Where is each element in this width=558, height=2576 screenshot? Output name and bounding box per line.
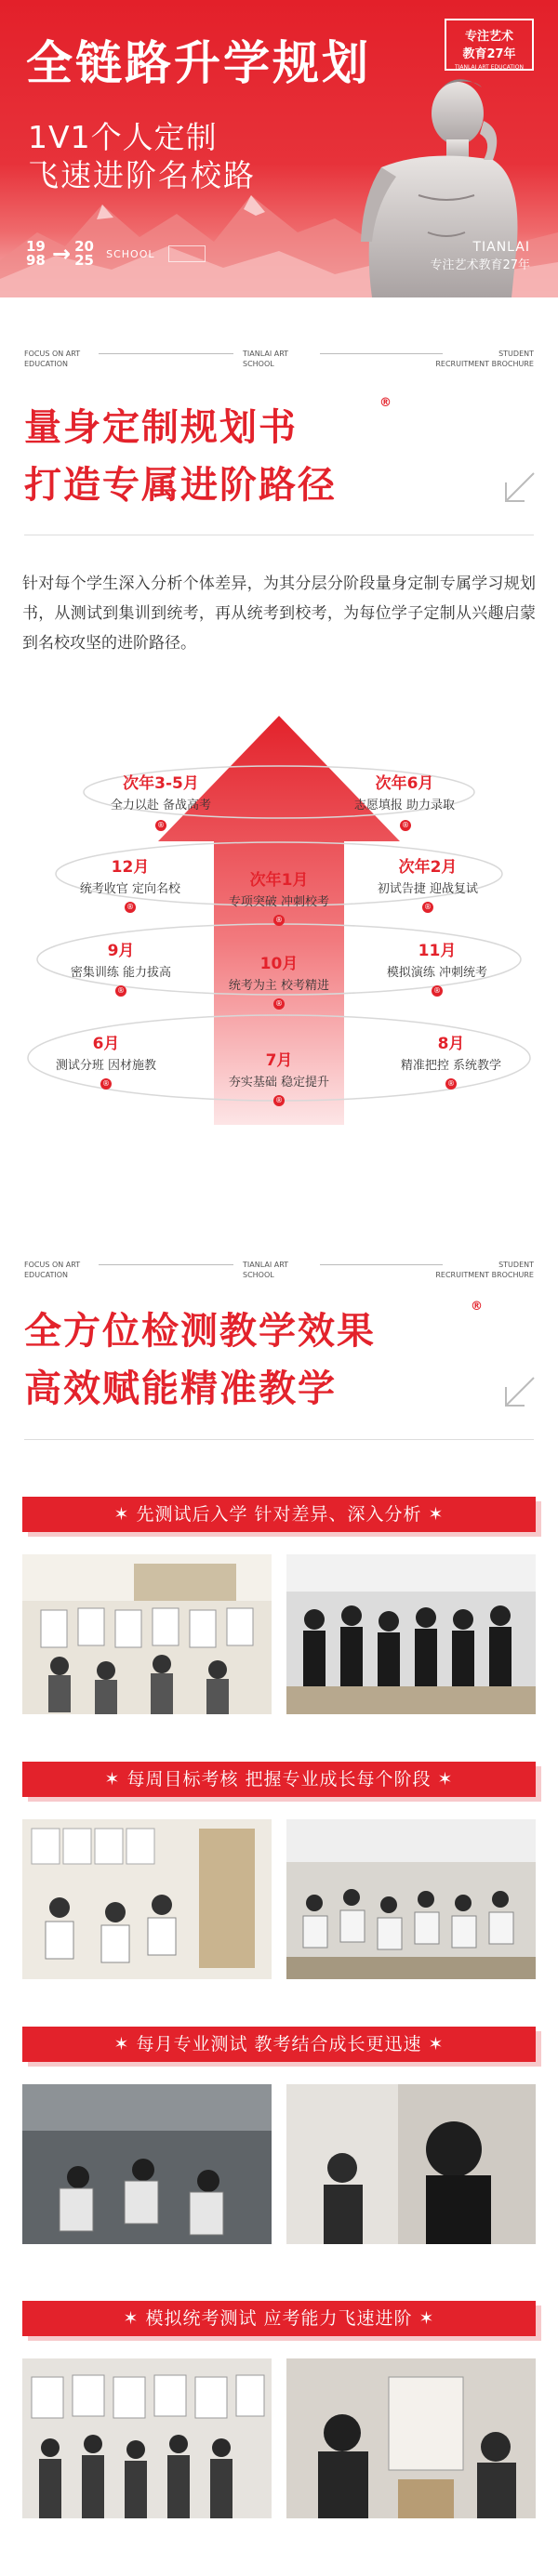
milestone-month: 次年2月 bbox=[398, 858, 458, 877]
milestone-dot: ® bbox=[433, 986, 441, 995]
milestone-dot: ® bbox=[447, 1079, 455, 1088]
classroom-photo bbox=[286, 1554, 536, 1714]
classroom-photo bbox=[22, 1554, 272, 1714]
milestone-dot: ® bbox=[102, 1079, 110, 1088]
feature-banner: ✶ 每周目标考核 把握专业成长每个阶段 ✶ bbox=[22, 1762, 536, 1797]
milestone-item bbox=[363, 937, 512, 980]
milestone-item bbox=[32, 1030, 180, 1073]
arrow-down-left-icon bbox=[500, 469, 538, 507]
mini-logo-box bbox=[168, 245, 206, 262]
badge-line-1: 专注艺术 bbox=[464, 30, 513, 44]
milestone-item bbox=[82, 770, 240, 812]
milestone-desc: 模拟演练 冲刺统考 bbox=[386, 966, 488, 980]
arrow-right-icon: → bbox=[52, 240, 72, 267]
section2-title-2: 高效赋能精准教学 bbox=[24, 1367, 337, 1410]
year-start bbox=[26, 240, 48, 268]
milestone-dot: ® bbox=[275, 916, 283, 924]
hero-brand bbox=[430, 240, 530, 272]
year-start-top: 19 bbox=[26, 238, 46, 255]
milestone-item bbox=[56, 853, 205, 896]
milestone-desc: 统考收官 定向名校 bbox=[79, 882, 181, 896]
milestone-desc: 专项突破 冲刺校考 bbox=[228, 895, 330, 909]
year-range bbox=[26, 240, 206, 268]
topline-left: FOCUS ON ART EDUCATION bbox=[24, 350, 81, 368]
hero-subtitle-2: 飞速进阶名校路 bbox=[28, 157, 256, 193]
classroom-photo bbox=[286, 1819, 536, 1979]
milestone-item bbox=[353, 853, 502, 896]
classroom-photo bbox=[22, 2084, 272, 2244]
milestone-month: 9月 bbox=[107, 942, 135, 960]
milestone-month: 次年3-5月 bbox=[123, 774, 199, 793]
year-end-top: 20 bbox=[74, 238, 94, 255]
section2-title-1: 全方位检测教学效果 bbox=[24, 1310, 376, 1353]
milestone-month: 10月 bbox=[259, 955, 299, 973]
milestone-month: 11月 bbox=[418, 942, 457, 960]
milestone-month: 7月 bbox=[265, 1051, 293, 1070]
topline-center: TIANLAI ART SCHOOL bbox=[243, 1261, 289, 1279]
topline-right: STUDENT RECRUITMENT BROCHURE bbox=[435, 350, 534, 368]
hero-title: 全链路升学规划 bbox=[26, 36, 371, 90]
section1-topline bbox=[24, 349, 534, 376]
milestone-item bbox=[205, 866, 353, 909]
feature-banner: ✶ 模拟统考测试 应考能力飞速进阶 ✶ bbox=[22, 2301, 536, 2336]
section2-topline bbox=[24, 1260, 534, 1288]
milestone-desc: 志愿填报 助力录取 bbox=[353, 799, 456, 812]
topline-center: TIANLAI ART SCHOOL bbox=[243, 350, 289, 368]
milestone-item bbox=[377, 1030, 525, 1073]
classroom-photo bbox=[22, 1819, 272, 1979]
classroom-photo bbox=[286, 2084, 536, 2244]
topline-left: FOCUS ON ART EDUCATION bbox=[24, 1261, 81, 1279]
milestone-month: 12月 bbox=[111, 858, 150, 877]
year-start-bottom: 98 bbox=[26, 252, 46, 269]
milestone-desc: 初试告捷 迎战复试 bbox=[377, 882, 479, 896]
registered-mark: ® bbox=[379, 396, 392, 410]
milestone-desc: 精准把控 系统教学 bbox=[400, 1059, 502, 1073]
milestone-dot: ® bbox=[424, 903, 432, 911]
milestone-month: 6月 bbox=[92, 1035, 120, 1053]
feature-banner: ✶ 每月专业测试 教考结合成长更迅速 ✶ bbox=[22, 2027, 536, 2062]
milestone-dot: ® bbox=[402, 821, 409, 829]
milestone-item bbox=[205, 1047, 353, 1090]
badge-line-3: TIANLAI ART EDUCATION bbox=[455, 64, 524, 71]
milestone-month: 次年6月 bbox=[375, 774, 434, 793]
year-end bbox=[74, 240, 97, 268]
milestone-dot: ® bbox=[157, 821, 165, 829]
milestone-month: 8月 bbox=[437, 1035, 465, 1053]
milestone-desc: 全力以赴 备战高考 bbox=[110, 799, 212, 812]
arrow-down-left-icon bbox=[500, 1374, 538, 1411]
milestone-dot: ® bbox=[117, 986, 125, 995]
milestone-item bbox=[46, 937, 195, 980]
milestone-dot: ® bbox=[275, 1096, 283, 1104]
milestone-dot: ® bbox=[275, 999, 283, 1008]
school-label: SCHOOL bbox=[106, 247, 155, 260]
milestone-desc: 统考为主 校考精进 bbox=[228, 979, 330, 993]
section1-intro: 针对每个学生深入分析个体差异，为其分层分阶段量身定制专属学习规划书，从测试到集训到统考，再从统考到校考，为每位学子定制从兴趣启蒙到名校攻坚的进阶路径。 bbox=[22, 575, 536, 653]
section1-title-2: 打造专属进阶路径 bbox=[24, 464, 337, 507]
milestone-desc: 测试分班 因材施教 bbox=[55, 1059, 157, 1073]
hero-brand-en: TIANLAI bbox=[472, 240, 530, 255]
hero-subtitle-1: 1V1个人定制 bbox=[28, 119, 218, 155]
section1-title-1: 量身定制规划书 bbox=[24, 406, 298, 449]
classroom-photo bbox=[286, 2358, 536, 2518]
milestone-month: 次年1月 bbox=[249, 871, 309, 890]
badge-line-2: 教育27年 bbox=[462, 47, 516, 61]
roadmap-diagram bbox=[0, 716, 558, 1153]
feature-banner: ✶ 先测试后入学 针对差异、深入分析 ✶ bbox=[22, 1497, 536, 1532]
milestone-item bbox=[205, 950, 353, 993]
milestone-desc: 密集训练 能力拔高 bbox=[70, 966, 172, 980]
hero-banner bbox=[0, 0, 558, 297]
milestone-dot: ® bbox=[126, 903, 134, 911]
year-end-bottom: 25 bbox=[74, 252, 94, 269]
classroom-photo bbox=[22, 2358, 272, 2518]
milestone-desc: 夯实基础 稳定提升 bbox=[228, 1076, 330, 1090]
milestone-item bbox=[326, 770, 484, 812]
hero-brand-cn: 专注艺术教育27年 bbox=[430, 258, 530, 272]
topline-right: STUDENT RECRUITMENT BROCHURE bbox=[435, 1261, 534, 1279]
years-badge bbox=[445, 19, 534, 71]
section2-divider bbox=[24, 1439, 534, 1440]
registered-mark: ® bbox=[471, 1300, 483, 1314]
